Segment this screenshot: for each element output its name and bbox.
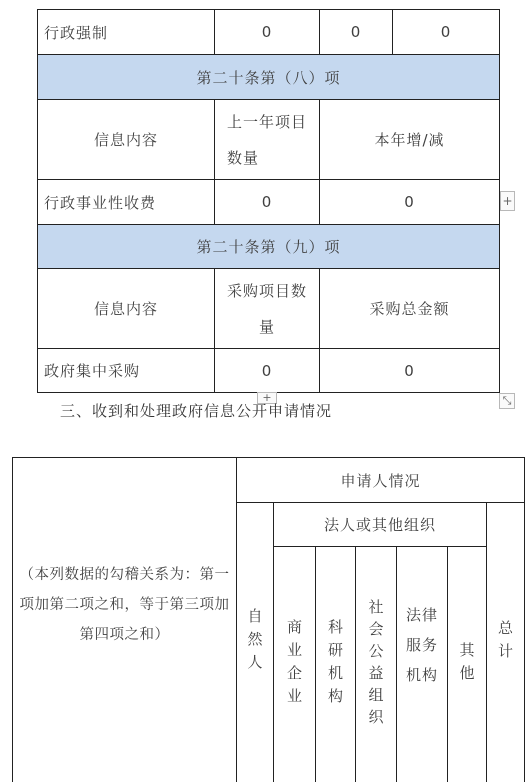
header-purchase-count: 采购项目数量 [226,281,307,336]
section-8-title: 第二十条第（八）项 [196,68,341,87]
cell-value: 0 [404,193,415,211]
cell-value: 0 [261,193,273,211]
cell-value: 0 [261,361,273,380]
header-info-content: 信息内容 [93,131,158,149]
cell-value: 0 [261,23,273,41]
cell-value: 0 [350,23,362,41]
header-purchase-amount: 采购总金额 [369,300,450,318]
section-heading: 三、收到和处理政府信息公开申请情况 [60,402,333,420]
header-info-content: 信息内容 [93,300,158,318]
col-header-other: 其他 [457,641,476,688]
total-header: 总计 [496,619,514,666]
col-header-legal-service: 法律服务机构 [405,606,438,684]
applicant-header: 申请人情况 [340,471,421,490]
add-row-handle[interactable]: + [257,392,277,404]
row-label-xingzheng-qiangzhi: 行政强制 [44,23,109,42]
row-label-shoufei: 行政事业性收费 [44,193,157,212]
section-9-title: 第二十条第（九）项 [196,238,341,256]
col-header-public-welfare: 社会公益组织 [366,598,385,731]
cell-value: 0 [440,23,452,41]
row-label-caigou: 政府集中采购 [44,362,141,380]
col-header-commercial: 商业企业 [285,618,303,711]
cell-value: 0 [404,361,415,380]
natural-person-header: 自然人 [245,608,264,677]
table-resize-handle[interactable]: ⤡ [499,393,515,409]
legal-person-group-header: 法人或其他组织 [323,516,436,534]
col-header-research: 科研机构 [326,618,344,711]
header-last-year-count: 上一年项目数量 [227,112,308,167]
header-this-year-change: 本年增/减 [374,131,445,149]
add-column-handle[interactable]: + [500,191,515,211]
calculation-note: （本列数据的勾稽关系为：第一项加第二项之和，等于第三项加第四项之和） [19,567,230,643]
